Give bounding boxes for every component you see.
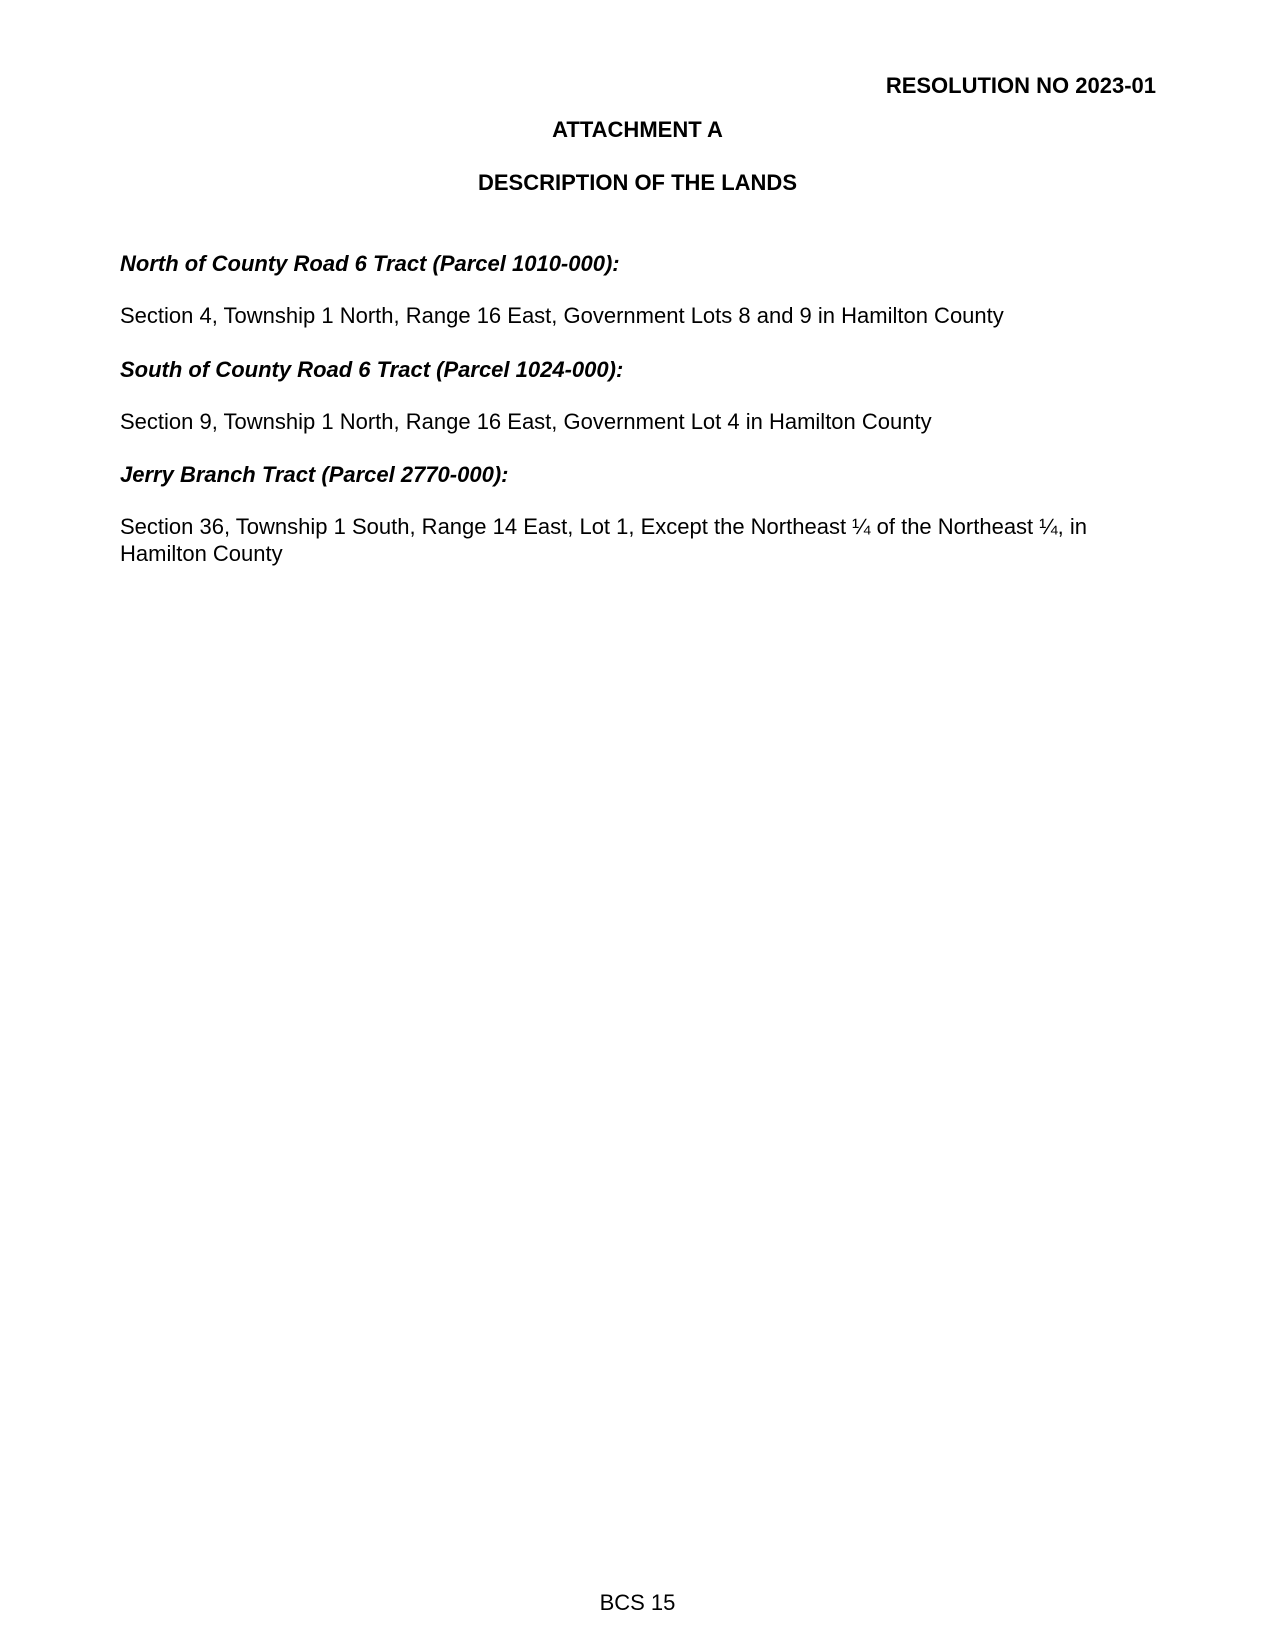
attachment-heading: ATTACHMENT A <box>552 117 723 142</box>
resolution-number: RESOLUTION NO 2023-01 <box>885 73 1156 98</box>
tract-title: North of County Road 6 Tract (Parcel 1010-000): <box>120 251 620 276</box>
tract-title: South of County Road 6 Tract (Parcel 1024-000): <box>120 357 624 382</box>
tract-title: Jerry Branch Tract (Parcel 2770-000): <box>120 462 509 487</box>
tract-section-jerry-branch <box>120 462 1160 567</box>
page-title: DESCRIPTION OF THE LANDS <box>477 170 797 195</box>
page-footer: BCS 15 <box>599 1590 676 1615</box>
tract-description: Section 36, Township 1 South, Range 14 East, Lot 1, Except the Northeast ¼ of the Northeast ¼, in Hamilton County <box>120 514 1087 566</box>
tract-description: Section 9, Township 1 North, Range 16 East, Government Lot 4 in Hamilton County <box>120 409 932 435</box>
tract-section-north <box>120 251 1160 330</box>
tract-section-south <box>120 357 1160 436</box>
tract-description: Section 4, Township 1 North, Range 16 East, Government Lots 8 and 9 in Hamilton County <box>120 303 1004 329</box>
